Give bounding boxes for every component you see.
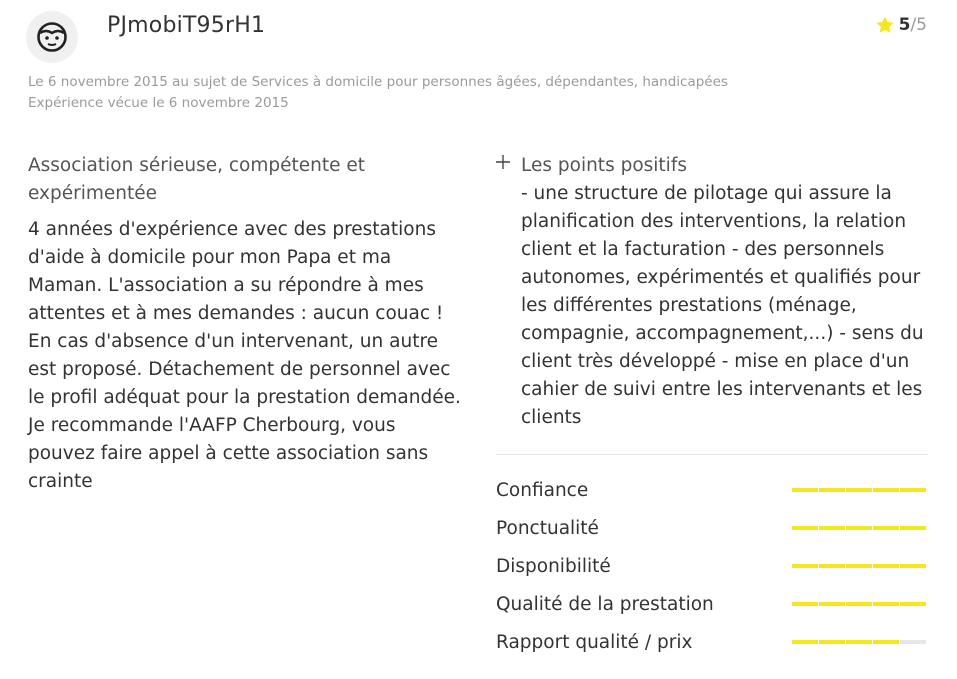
rating-segment [819,564,845,568]
rating-segment [873,602,899,606]
criteria-row [496,471,928,509]
criteria-rating-bar [792,602,926,606]
rating-segment [792,526,818,530]
avatar [26,11,78,63]
rating-segment [900,488,926,492]
rating-segment [846,526,872,530]
review-body: 4 années d'expérience avec des prestations d'aide à domicile pour mon Papa et ma Maman. L'association a su répondre à mes attentes et à mes demandes : aucun couac ! En cas d'absence d'un intervenant, un autre est proposé. Détachement de personnel avec le profil adéquat pour la prestation demandée. Je recommande l'AAFP Cherbourg, vous pouvez faire appel à cette association sans crainte [28,219,461,492]
criteria-label: Ponctualité [496,517,599,539]
rating-segment [873,564,899,568]
rating-segment [792,564,818,568]
divider [496,454,928,455]
rating-segment [819,488,845,492]
review-experience-date: Expérience vécue le 6 novembre 2015 [28,95,289,111]
review-author[interactable]: PJmobiT95rH1 [107,13,266,38]
criteria-rating-bar [792,526,926,530]
rating-segment [900,564,926,568]
rating-segment [900,526,926,530]
criteria-label: Rapport qualité / prix [496,631,693,653]
rating-segment [846,640,872,644]
criteria-rating-bar [792,640,926,644]
review-content [28,152,468,496]
review-details [496,152,928,661]
rating-segment [900,640,926,644]
criteria-label: Qualité de la prestation [496,593,714,615]
criteria-row [496,547,928,585]
rating-segment [792,488,818,492]
criteria-row [496,585,928,623]
rating-segment [819,526,845,530]
review-subject: Le 6 novembre 2015 au sujet de Services à domicile pour personnes âgées, dépendantes, handicapées [28,74,728,90]
rating-segment [846,564,872,568]
positives-section [496,152,928,432]
rating-segment [792,602,818,606]
positives-title: Les points positifs [521,155,687,176]
rating-segment [873,526,899,530]
criteria-row [496,623,928,661]
rating-segment [900,602,926,606]
rating-segment [873,640,899,644]
rating-max: /5 [910,15,927,35]
star-icon [875,15,895,35]
rating-segment [873,488,899,492]
rating-segment [792,640,818,644]
criteria-list [496,471,928,661]
criteria-label: Confiance [496,479,589,501]
rating-segment [846,602,872,606]
criteria-label: Disponibilité [496,555,611,577]
criteria-rating-bar [792,488,926,492]
criteria-rating-bar [792,564,926,568]
plus-icon [495,154,511,170]
rating-segment [819,602,845,606]
positives-text: - une structure de pilotage qui assure la planification des interventions, la relation client et la facturation - des personnels autonomes, expérimentés et qualifiés pour les différentes prestations (ménage, compagnie, accompagnement,...) - sens du client très développé - mise en place d'un cahier de suivi entre les intervenants et les clients [521,183,924,428]
criteria-row [496,509,928,547]
review-title: Association sérieuse, compétente et expérimentée [28,155,366,204]
rating-score: 5 [898,15,911,35]
rating-segment [819,640,845,644]
face-icon [36,21,68,53]
review-rating [875,15,927,35]
review-meta [28,72,728,114]
rating-segment [846,488,872,492]
